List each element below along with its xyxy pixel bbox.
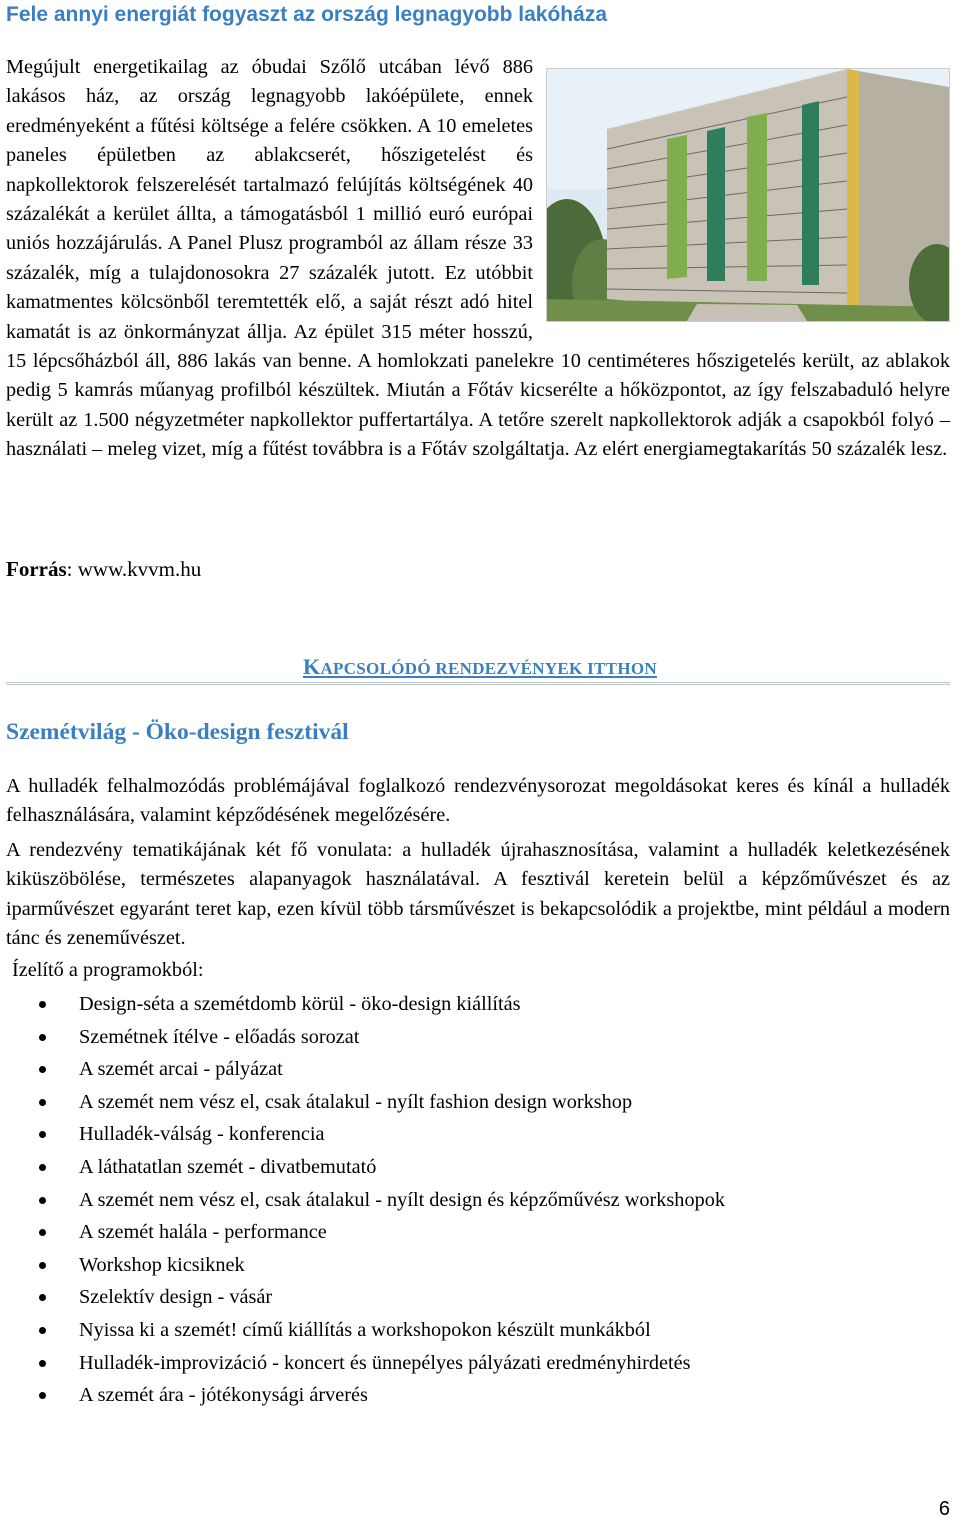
list-item: Hulladék-improvizáció - koncert és ünnepélyes pályázati eredményhirdetés [0, 1347, 960, 1380]
event-paragraph-1: A hulladék felhalmozódás problémájával foglalkozó rendezvénysorozat megoldásokat keres és kínál a hulladék felhasználására, valamint képződésének megelőzésére. [6, 775, 950, 827]
bullet-icon [39, 1360, 46, 1367]
list-item: Szelektív design - vásár [0, 1281, 960, 1314]
list-item: Workshop kicsiknek [0, 1249, 960, 1282]
bullet-icon [39, 1131, 46, 1138]
bullet-icon [39, 1001, 46, 1008]
program-intro: Ízelítő a programokból: [12, 959, 204, 981]
page-number: 6 [938, 1498, 950, 1520]
list-item: A szemét nem vész el, csak átalakul - nyílt fashion design workshop [0, 1086, 960, 1119]
article-title: Fele annyi energiát fogyaszt az ország legnagyobb lakóháza [6, 3, 607, 26]
article-text: Megújult energetikailag az óbudai Szőlő utcában lévő 886 lakásos ház, az ország legnagyobb lakóépülete, ennek eredményeként a fűtési költsége a felére csökken. A 10 emeletes paneles épületben az ablakcserét, hőszigetelést és napkollektorok felszerelését tartalmazó felújítás költségének 40 százalékát a kerület állta, a támogatásból 1 millió euró európai uniós hozzájárulás. A Panel Plusz programból az állam része 33 százalék, míg a tulajdonosokra 27 százalék jutott. Ez utóbbit kamatmentes kölcsönből teremtették elő, a saját részt adó hitel kamatát is az önkormányzat állja. Az épület 315 méter hosszú, 15 lépcsőházból áll, 886 lakás van benne. A homlokzati panelekre 10 centiméteres hőszigetelés került, az ablakok pedig 5 kamrás műanyag profilból készültek. Miután a Főtáv kicserélte a hőközpontot, az így felszabaduló helyre került az 1.500 négyzetméter napkollektor puffertartálya. A tetőre szerelt napkollektorok adják a csapokból folyó – használati – meleg vizet, míg a fűtést továbbra is a Főtáv szolgáltatja. Az elért energiamegtakarítás 50 százalék lesz. [6, 56, 950, 461]
event-paragraph-2: A rendezvény tematikájának két fő vonulata: a hulladék újrahasznosítása, valamint a hulladék keletkezésének kiküszöbölése, természetes alapanyagok használatával. A fesztivál keretein belül a képzőművészet és az iparművészet egyaránt teret kap, ezen kívül több társművészet is bekapcsolódik a projektbe, mint például a modern tánc és zeneművészet. [6, 839, 950, 950]
list-item: Nyissa ki a szemét! című kiállítás a workshopokon készült munkákból [0, 1314, 960, 1347]
bullet-icon [39, 1327, 46, 1334]
list-item: Design-séta a szemétdomb körül - öko-design kiállítás [0, 988, 960, 1021]
section-divider [6, 682, 950, 685]
list-item: A szemét ára - jótékonysági árverés [0, 1379, 960, 1412]
list-item: A szemét arcai - pályázat [0, 1053, 960, 1086]
list-item: A szemét halála - performance [0, 1216, 960, 1249]
program-list [0, 988, 960, 1412]
section-heading-related-events: KAPCSOLÓDÓ RENDEZVÉNYEK ITTHON [303, 654, 657, 679]
source-line [6, 554, 201, 584]
source-label: Forrás [6, 557, 67, 581]
bullet-icon [39, 1066, 46, 1073]
building-photo [546, 68, 950, 322]
bullet-icon [39, 1392, 46, 1399]
bullet-icon [39, 1197, 46, 1204]
bullet-icon [39, 1262, 46, 1269]
list-item: Hulladék-válság - konferencia [0, 1118, 960, 1151]
list-item: A láthatatlan szemét - divatbemutató [0, 1151, 960, 1184]
bullet-icon [39, 1229, 46, 1236]
list-item: Szemétnek ítélve - előadás sorozat [0, 1021, 960, 1054]
bullet-icon [39, 1164, 46, 1171]
bullet-icon [39, 1294, 46, 1301]
bullet-icon [39, 1034, 46, 1041]
article-body-block [6, 53, 950, 465]
list-item: A szemét nem vész el, csak átalakul - nyílt design és képzőművész workshopok [0, 1184, 960, 1217]
event-title: Szemétvilág - Öko-design fesztivál [6, 719, 349, 745]
source-value[interactable]: : www.kvvm.hu [66, 557, 202, 581]
bullet-icon [39, 1099, 46, 1106]
